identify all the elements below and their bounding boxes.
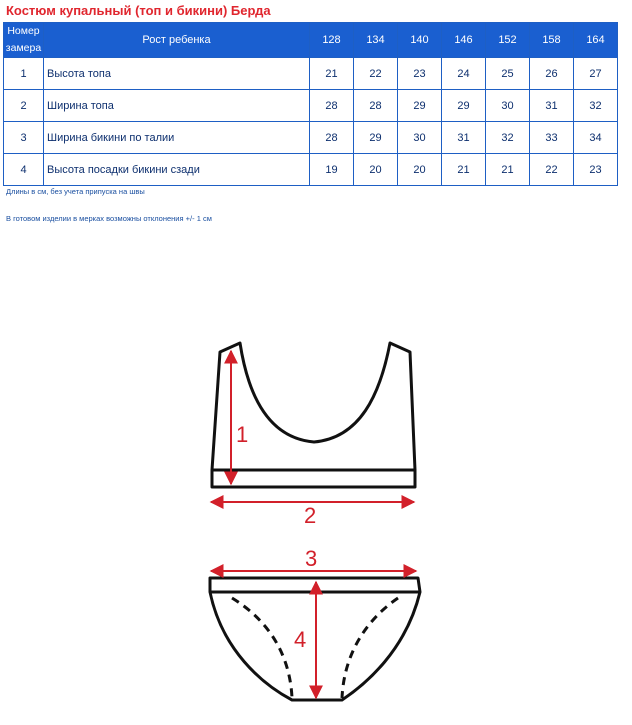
header-param: Рост ребенка — [44, 23, 310, 58]
table-cell: 28 — [354, 90, 398, 122]
table-cell: 31 — [530, 90, 574, 122]
table-cell: 22 — [354, 58, 398, 90]
table-cell: 20 — [398, 154, 442, 186]
row-number: 4 — [4, 154, 44, 186]
tolerance-note: В готовом изделии в мерках возможны отклонения +/- 1 см — [6, 214, 212, 223]
table-cell: 30 — [486, 90, 530, 122]
table-cell: 23 — [398, 58, 442, 90]
table-cell: 22 — [530, 154, 574, 186]
table-cell: 32 — [486, 122, 530, 154]
table-cell: 21 — [442, 154, 486, 186]
table-cell: 34 — [574, 122, 618, 154]
table-cell: 30 — [398, 122, 442, 154]
header-number-line1: Номер — [7, 25, 40, 37]
header-height: 146 — [442, 23, 486, 58]
table-cell: 33 — [530, 122, 574, 154]
table-cell: 27 — [574, 58, 618, 90]
table-cell: 29 — [442, 90, 486, 122]
header-height: 134 — [354, 23, 398, 58]
header-height: 152 — [486, 23, 530, 58]
header-height: 140 — [398, 23, 442, 58]
row-number: 1 — [4, 58, 44, 90]
table-cell: 21 — [486, 154, 530, 186]
header-height: 128 — [310, 23, 354, 58]
table-cell: 23 — [574, 154, 618, 186]
table-cell: 28 — [310, 122, 354, 154]
top-outline — [212, 343, 415, 487]
row-number: 2 — [4, 90, 44, 122]
table-cell: 26 — [530, 58, 574, 90]
header-height: 164 — [574, 23, 618, 58]
table-cell: 32 — [574, 90, 618, 122]
measure-label-1: 1 — [236, 422, 249, 447]
table-cell: 28 — [310, 90, 354, 122]
header-height: 158 — [530, 23, 574, 58]
row-label: Ширина бикини по талии — [44, 122, 310, 154]
measure-label-3: 3 — [305, 546, 318, 571]
row-label: Высота посадки бикини сзади — [44, 154, 310, 186]
table-cell: 25 — [486, 58, 530, 90]
measure-label-2: 2 — [304, 503, 317, 528]
row-number: 3 — [4, 122, 44, 154]
row-label: Ширина топа — [44, 90, 310, 122]
table-cell: 31 — [442, 122, 486, 154]
table-cell: 20 — [354, 154, 398, 186]
header-number-line2: замера — [5, 42, 42, 54]
table-cell: 19 — [310, 154, 354, 186]
table-cell: 29 — [398, 90, 442, 122]
measure-label-4: 4 — [294, 627, 307, 652]
row-label: Высота топа — [44, 58, 310, 90]
table-cell: 21 — [310, 58, 354, 90]
units-note: Длины в см, без учета припуска на швы — [6, 187, 145, 196]
table-cell: 24 — [442, 58, 486, 90]
page-title: Костюм купальный (топ и бикини) Берда — [6, 3, 271, 18]
table-cell: 29 — [354, 122, 398, 154]
